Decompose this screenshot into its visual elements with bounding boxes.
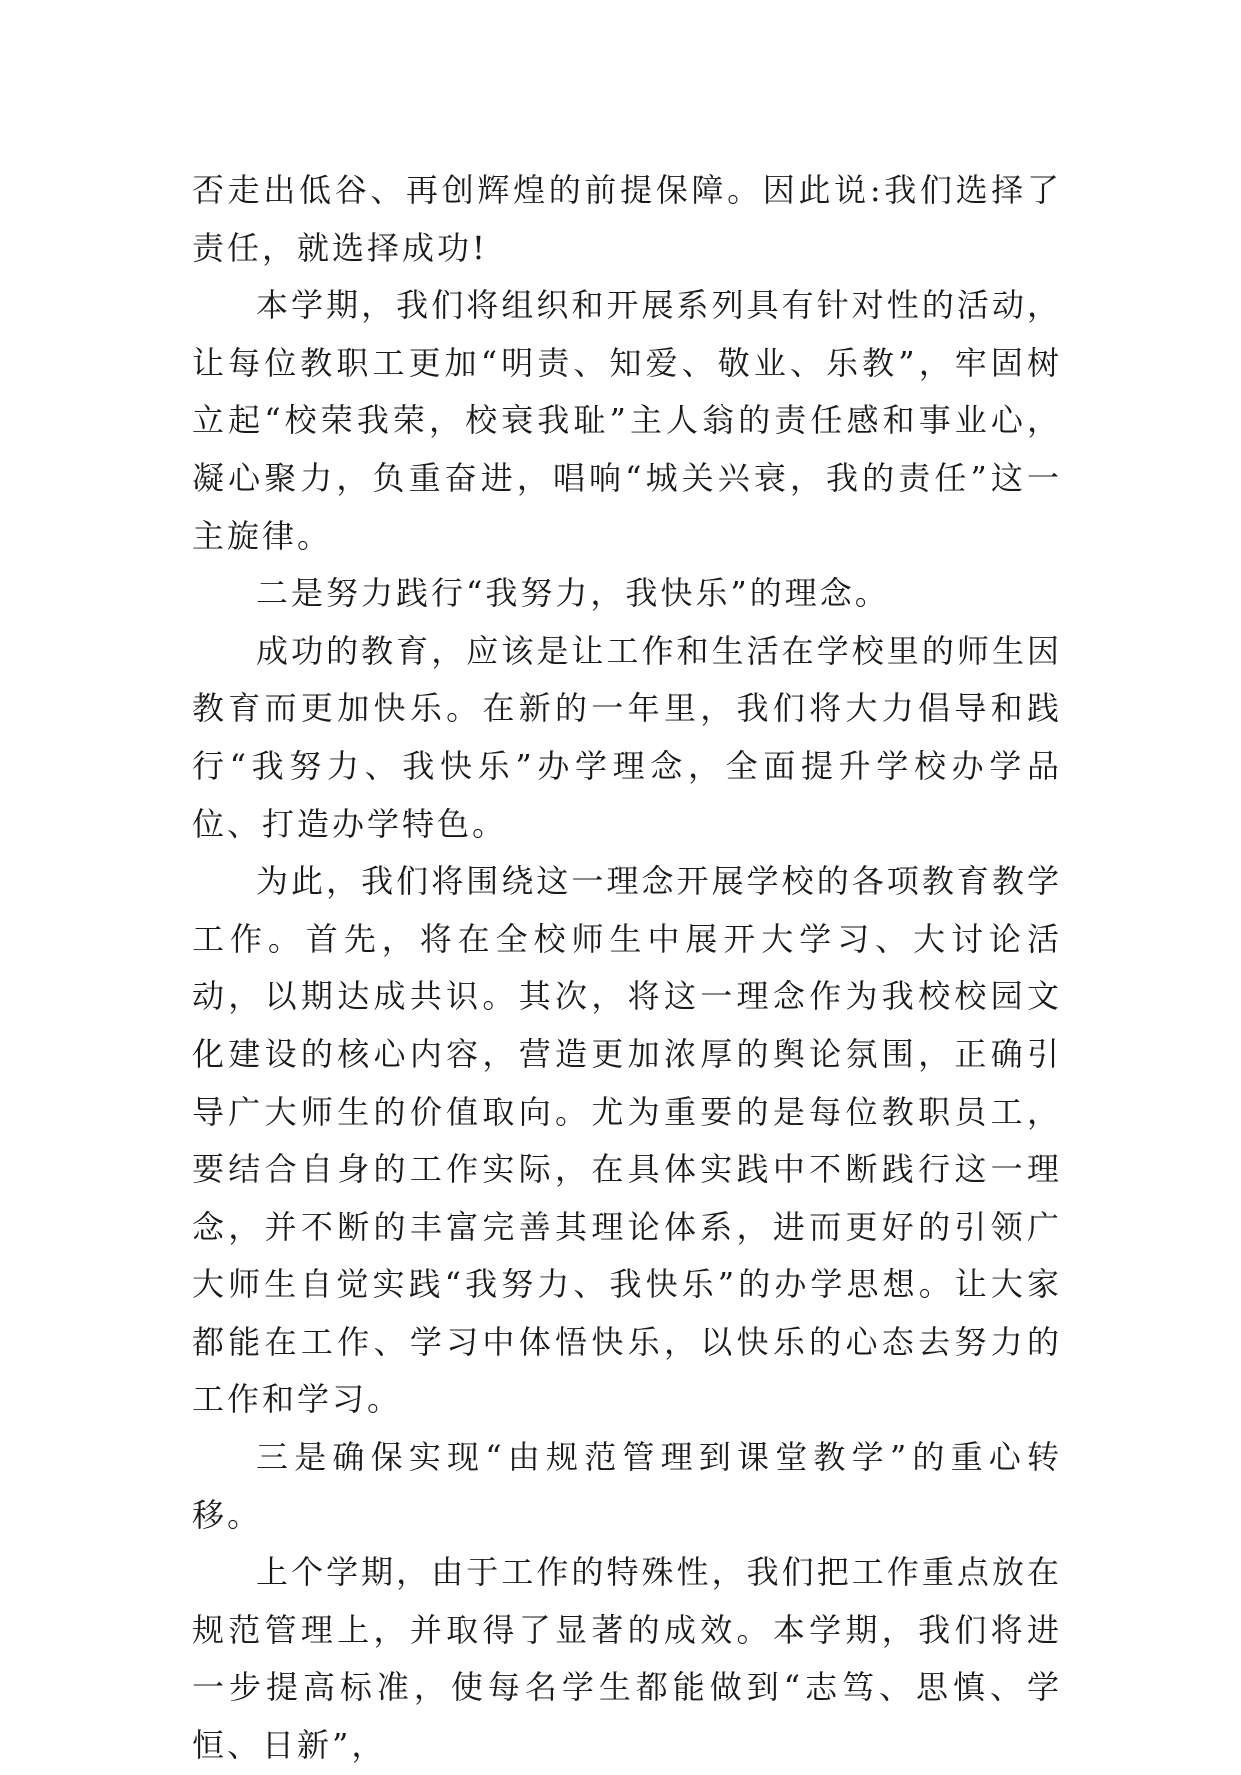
paragraph-3: 二是努力践行“我努力，我快乐”的理念。 <box>256 574 890 613</box>
document-body <box>192 162 1062 1775</box>
paragraph-6: 三是确保实现“由规范管理到课堂教学”的重心转移。 <box>192 1438 1062 1534</box>
paragraph-5: 为此，我们将围绕这一理念开展学校的各项教育教学工作。首先，将在全校师生中展开大学习、大讨论活动，以期达成共识。其次，将这一理念作为我校校园文化建设的核心内容，营造更加浓厚的舆论氛围，正确引导广大师生的价值取向。尤为重要的是每位教职员工，要结合自身的工作实际，在具体实践中不断践行这一理念，并不断的丰富完善其理论体系，进而更好的引领广大师生自觉实践“我努力、我快乐”的办学思想。让大家都能在工作、学习中体悟快乐，以快乐的心态去努力的工作和学习。 <box>192 862 1062 1419</box>
paragraph-7: 上个学期，由于工作的特殊性，我们把工作重点放在规范管理上，并取得了显著的成效。本学期，我们将进一步提高标准，使每名学生都能做到“志笃、思慎、学恒、日新”， <box>192 1553 1062 1765</box>
paragraph-2: 本学期，我们将组织和开展系列具有针对性的活动，让每位教职工更加“明责、知爱、敬业、乐教”，牢固树立起“校荣我荣，校衰我耻”主人翁的责任感和事业心，凝心聚力，负重奋进，唱响“城关兴衰，我的责任”这一主旋律。 <box>192 286 1062 555</box>
paragraph-4: 成功的教育，应该是让工作和生活在学校里的师生因教育而更加快乐。在新的一年里，我们将大力倡导和践行“我努力、我快乐”办学理念，全面提升学校办学品位、打造办学特色。 <box>192 631 1062 843</box>
paragraph-1: 否走出低谷、再创辉煌的前提保障。因此说:我们选择了责任，就选择成功! <box>192 171 1062 267</box>
